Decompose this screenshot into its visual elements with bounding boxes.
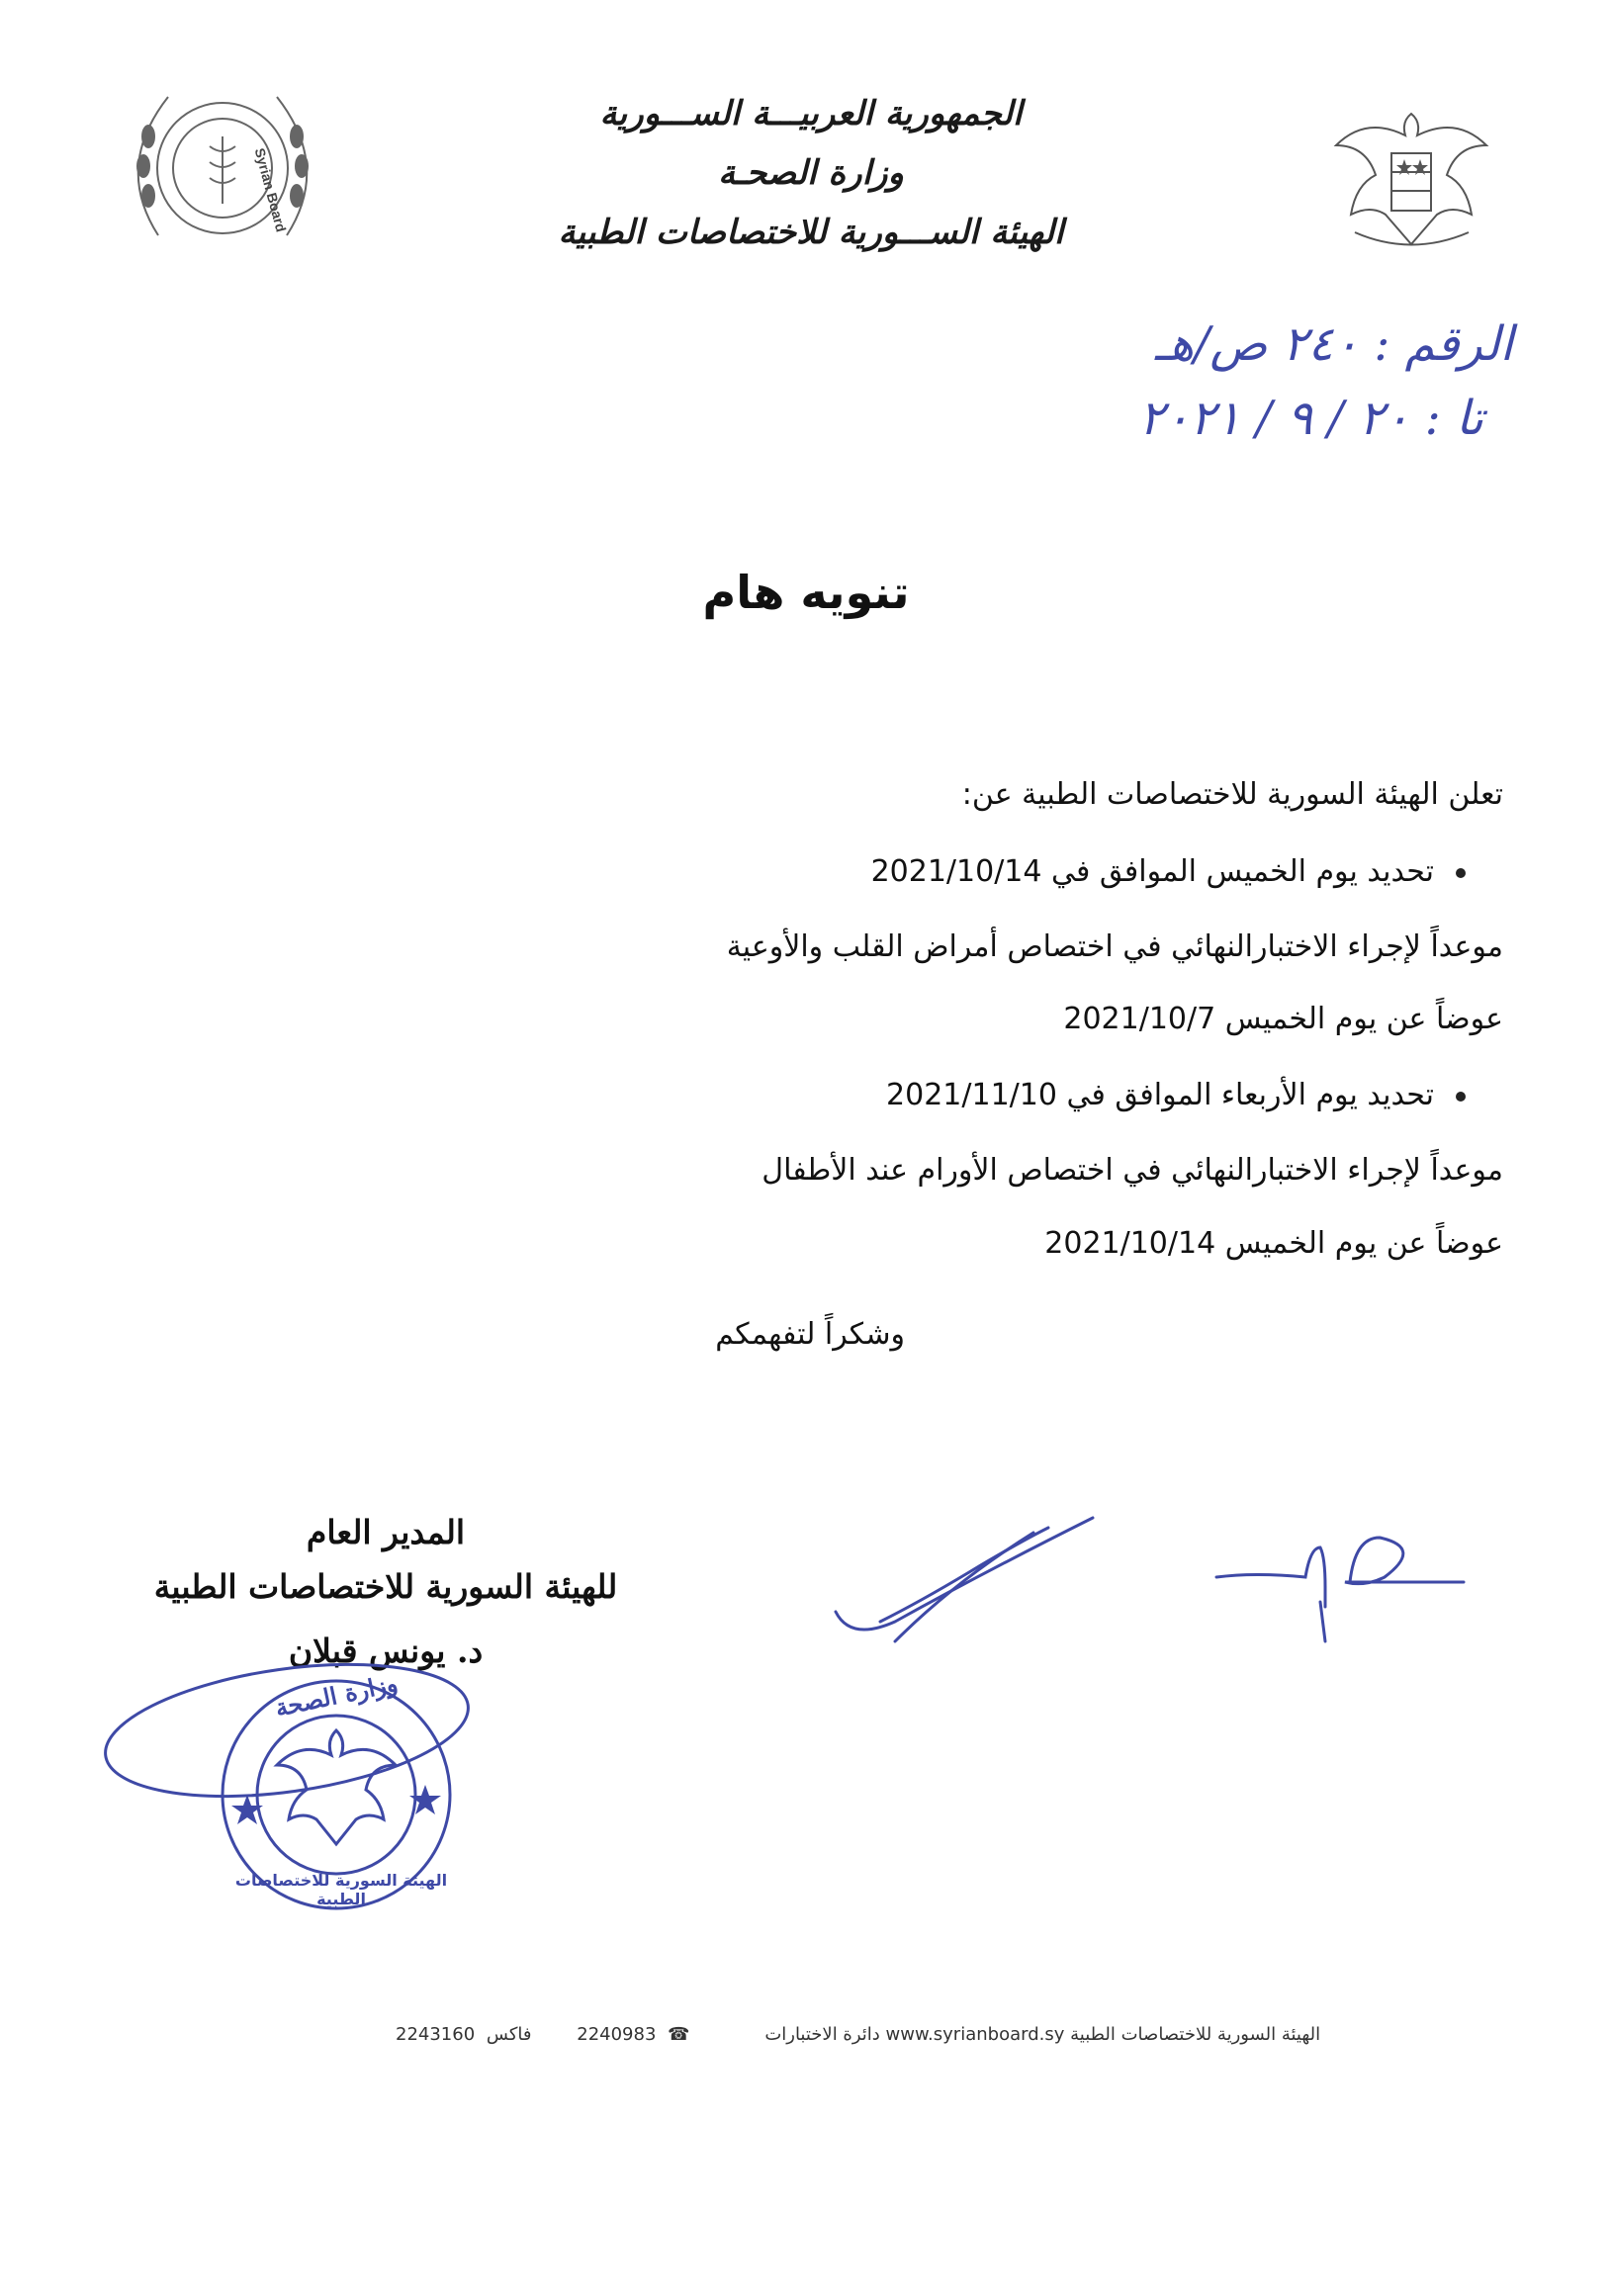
list-item: تحديد يوم الخميس الموافق في 2021/10/14 (871, 854, 1466, 889)
header-ministry: وزارة الصحـة (718, 153, 904, 193)
header-country: الجمهورية العربيـــة الســـورية (599, 94, 1023, 133)
phone-icon: ☎ (668, 2024, 690, 2045)
signature-role: المدير العام (306, 1513, 466, 1551)
list-item-detail: عوضاً عن يوم الخميس 2021/10/14 (1044, 1226, 1503, 1261)
footer-phone: 2240983 (577, 2024, 657, 2045)
reference-number: الرقم : ٢٤٠ ص/هـ (1154, 316, 1513, 372)
closing-line: وشكراً لتفهمكم (715, 1317, 905, 1352)
footer-fax-label: فاكس (486, 2024, 532, 2045)
footer-org: الهيئة السورية للاختصاصات الطبية (1070, 2024, 1321, 2045)
stamp-top-text: وزارة الصحة (272, 1668, 401, 1722)
handwritten-signature-icon (821, 1503, 1493, 1661)
syrian-board-laurel-logo-icon (119, 77, 326, 260)
official-stamp-icon (99, 1622, 514, 1918)
footer-fax: 2243160 (396, 2024, 476, 2045)
signature-name: د. يونس قبلان (288, 1632, 484, 1670)
bullet-icon (1456, 868, 1466, 878)
stamp-bottom-text: الهيئة السورية للاختصاصات الطبية (234, 1871, 448, 1908)
syrian-eagle-emblem-icon (1325, 94, 1498, 257)
footer (396, 2024, 1320, 2045)
bullet-icon (1456, 1092, 1466, 1102)
list-item-detail: عوضاً عن يوم الخميس 2021/10/7 (1063, 1002, 1503, 1036)
list-item-detail: موعداً لإجراء الاختبارالنهائي في اختصاص الأورام عند الأطفال (761, 1153, 1503, 1188)
page-title: تنويه هام (702, 566, 910, 619)
logo-text: Syrian Board (251, 146, 290, 234)
reference-date: تا : ٢٠ / ٩ / ٢٠٢١ (1138, 391, 1483, 446)
list-item-detail: موعداً لإجراء الاختبارالنهائي في اختصاص أمراض القلب والأوعية (726, 929, 1503, 964)
footer-website[interactable]: www.syrianboard.sy (885, 2024, 1065, 2045)
header-board: الهيئة الســـورية للاختصاصات الطبية (558, 213, 1064, 252)
intro-line: تعلن الهيئة السورية للاختصاصات الطبية عن: (961, 777, 1503, 812)
footer-dept: دائرة الاختبارات (764, 2024, 880, 2045)
signature-org: للهيئة السورية للاختصاصات الطبية (153, 1567, 618, 1606)
list-item: تحديد يوم الأربعاء الموافق في 2021/11/10 (886, 1078, 1466, 1112)
